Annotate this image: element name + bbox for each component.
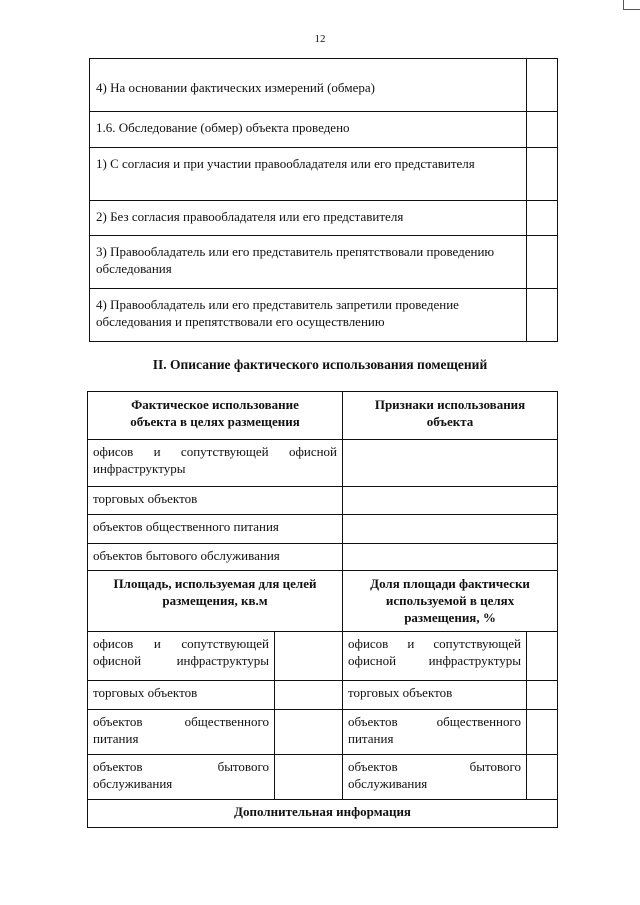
area-value[interactable] bbox=[275, 681, 343, 710]
table-row bbox=[88, 515, 558, 544]
table-row bbox=[88, 544, 558, 571]
table-row bbox=[88, 632, 558, 681]
share-value[interactable] bbox=[527, 755, 558, 800]
mark-cell[interactable] bbox=[527, 201, 558, 236]
table-row bbox=[90, 289, 558, 342]
usage-table bbox=[87, 391, 558, 828]
usage-header: Фактическое использование объекта в целях размещения bbox=[88, 392, 343, 440]
share-value[interactable] bbox=[527, 710, 558, 755]
share-label: торговых объектов bbox=[343, 681, 527, 710]
row-text: 1) С согласия и при участии правообладателя или его представителя bbox=[90, 148, 527, 201]
signs-cell[interactable] bbox=[343, 544, 558, 571]
row-text: 4) Правообладатель или его представитель запретили проведение обследования и препятствовали его осуществлению bbox=[90, 289, 527, 342]
area-value[interactable] bbox=[275, 632, 343, 681]
area-value[interactable] bbox=[275, 710, 343, 755]
signs-cell[interactable] bbox=[343, 440, 558, 487]
usage-cell: торговых объектов bbox=[88, 487, 343, 515]
table-row bbox=[90, 201, 558, 236]
table-row bbox=[88, 755, 558, 800]
area-label: объектов бытового обслуживания bbox=[88, 755, 275, 800]
signs-cell[interactable] bbox=[343, 487, 558, 515]
area-label: офисов и сопутствующей офисной инфраструктуры bbox=[88, 632, 275, 681]
usage-cell: объектов общественного питания bbox=[88, 515, 343, 544]
table-row bbox=[90, 236, 558, 289]
table-row bbox=[90, 59, 558, 112]
table-row bbox=[88, 440, 558, 487]
share-label: офисов и сопутствующей офисной инфраструктуры bbox=[343, 632, 527, 681]
table-row bbox=[88, 487, 558, 515]
inspection-table bbox=[89, 58, 558, 342]
usage-cell: офисов и сопутствующей офисной инфраструктуры bbox=[88, 440, 343, 487]
table-header-row bbox=[88, 392, 558, 440]
row-text: 2) Без согласия правообладателя или его представителя bbox=[90, 201, 527, 236]
row-text: 3) Правообладатель или его представитель препятствовали проведению обследования bbox=[90, 236, 527, 289]
usage-cell: объектов бытового обслуживания bbox=[88, 544, 343, 571]
signs-cell[interactable] bbox=[343, 515, 558, 544]
row-text: 4) На основании фактических измерений (обмера) bbox=[90, 59, 527, 112]
share-value[interactable] bbox=[527, 632, 558, 681]
area-label: торговых объектов bbox=[88, 681, 275, 710]
section-title: II. Описание фактического использования помещений bbox=[152, 357, 488, 372]
mark-cell[interactable] bbox=[527, 289, 558, 342]
table-row bbox=[90, 112, 558, 148]
table-row bbox=[88, 710, 558, 755]
signs-header: Признаки использования объекта bbox=[343, 392, 558, 440]
share-value[interactable] bbox=[527, 681, 558, 710]
area-label: объектов общественного питания bbox=[88, 710, 275, 755]
table-row bbox=[88, 681, 558, 710]
mark-cell[interactable] bbox=[527, 112, 558, 148]
table-header-row bbox=[88, 571, 558, 632]
mark-cell[interactable] bbox=[527, 236, 558, 289]
area-header: Площадь, используемая для целей размещения, кв.м bbox=[88, 571, 343, 632]
share-label: объектов общественного питания bbox=[343, 710, 527, 755]
table-row bbox=[88, 800, 558, 828]
share-label: объектов бытового обслуживания bbox=[343, 755, 527, 800]
page-number: 12 bbox=[314, 33, 326, 45]
share-header: Доля площади фактически используемой в целях размещения, % bbox=[343, 571, 558, 632]
corner-mark bbox=[623, 0, 640, 10]
mark-cell[interactable] bbox=[527, 59, 558, 112]
table-row bbox=[90, 148, 558, 201]
additional-info-header: Дополнительная информация bbox=[88, 800, 558, 828]
mark-cell[interactable] bbox=[527, 148, 558, 201]
row-text: 1.6. Обследование (обмер) объекта проведено bbox=[90, 112, 527, 148]
area-value[interactable] bbox=[275, 755, 343, 800]
